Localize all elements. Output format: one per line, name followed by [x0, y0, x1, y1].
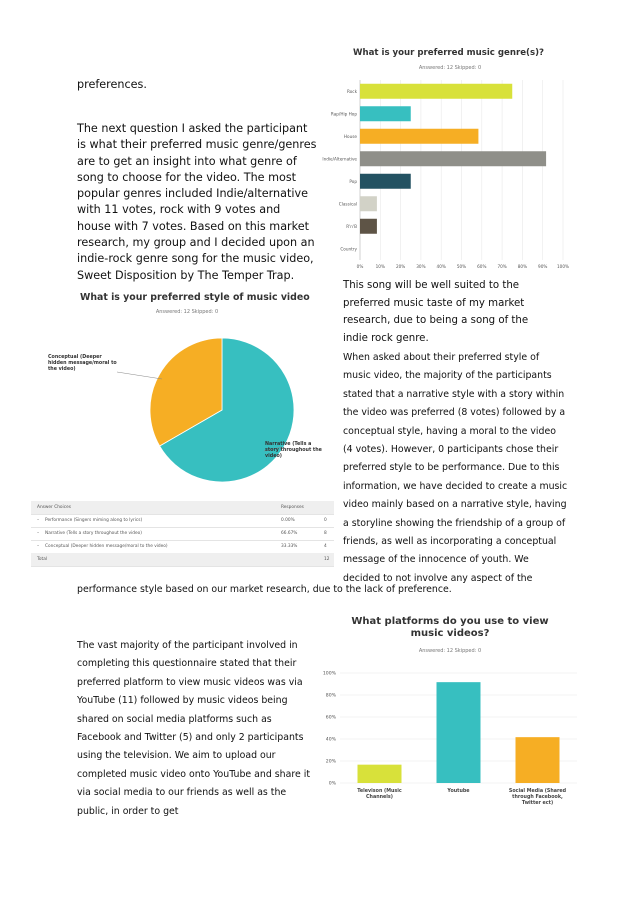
x-tick-label: 80% [517, 264, 528, 269]
genre-chart-meta: Answered: 12 Skipped: 0 [418, 65, 482, 71]
suited-paragraph: This song will be well suited to the preferred music taste of my market research, due to being a song of the indie rock genre. [343, 280, 529, 344]
table-row: – Performance (Singers miming along to lyrics) 0.00% 0 [31, 514, 334, 528]
table-row-label: Performance (Singers miming along to lyrics) [45, 518, 143, 523]
y-tick-label: 0% [328, 781, 336, 787]
x-tick-label: 0% [356, 264, 364, 269]
platform-paragraph: The vast majority of the participant involved in completing this questionnaire stated that their preferred platform to view music videos was via YouTube (11) followed by music videos being shared on social media platforms such as Facebook and Twitter (5) and only 2 participants using the television. We aim to upload our completed music video onto YouTube and share it via social media to our friends as well as the public, in order to get [77, 640, 311, 817]
pie-callout-narrative: Narrative (Tells a story throughout the video) [265, 442, 322, 459]
bar-indie-alternative [360, 151, 546, 166]
style-paragraph-end: performance style based on our market research, due to the lack of preference. [77, 584, 452, 595]
genre-chart [315, 40, 575, 276]
table-row-pct: 0.00% [281, 518, 295, 523]
platform-chart-title: What platforms do you use to view music videos? [351, 616, 549, 639]
category-label: Pop [349, 178, 357, 184]
y-tick-label: 80% [325, 693, 336, 699]
table-total-label: Total [37, 557, 48, 562]
x-category-label: Youtube [447, 789, 470, 794]
genre-chart-title: What is your preferred music genre(s)? [353, 48, 544, 58]
bar-platform-0 [358, 765, 402, 783]
x-tick-label: 50% [456, 264, 467, 269]
x-category-label: through Facebook, [512, 795, 563, 800]
bar-platform-1 [437, 682, 481, 783]
y-tick-label: 40% [325, 737, 336, 743]
table-row-label: Narrative (Tells a story throughout the video) [45, 531, 142, 536]
x-tick-label: 20% [395, 264, 406, 269]
category-label: R'n'B [346, 223, 357, 229]
x-category-label: Channels) [366, 795, 393, 800]
x-category-label: Televison (Music [357, 789, 402, 794]
style-pie-svg [72, 287, 334, 497]
category-label: House [343, 133, 357, 139]
category-label: Classical [338, 201, 357, 207]
callout-line-conceptual [117, 372, 162, 379]
bar-classical [360, 196, 377, 211]
style-table [31, 501, 334, 567]
table-row-pct: 66.67% [281, 531, 298, 536]
y-tick-label: 100% [322, 671, 336, 677]
x-tick-label: 70% [497, 264, 507, 269]
table-row-label: Conceptual (Deeper hidden message/moral to the video) [45, 544, 168, 549]
x-tick-label: 10% [375, 264, 385, 269]
table-total-value: 12 [324, 557, 330, 562]
x-tick-label: 30% [416, 264, 426, 269]
x-tick-label: 40% [436, 264, 446, 269]
table-total-row [31, 553, 334, 567]
bar-r-n-b [360, 219, 377, 234]
platform-chart-svg [315, 612, 580, 827]
x-tick-label: 60% [477, 264, 487, 269]
x-tick-label: 90% [538, 264, 548, 269]
bar-pop [360, 174, 411, 189]
category-label: Country [340, 246, 357, 252]
x-category-label: Social Media (Shared [508, 789, 567, 794]
style-chart-meta: Answered: 12 Skipped: 0 [155, 309, 219, 315]
table-header-responses: Responses [281, 505, 304, 510]
table-row-count: 4 [324, 544, 327, 549]
table-row-pct: 33.33% [281, 544, 298, 549]
bar-rock [360, 84, 512, 99]
table-row: – Conceptual (Deeper hidden message/moral to the video) 33.33% 4 [31, 540, 334, 554]
table-header [31, 501, 334, 515]
bar-house [360, 129, 478, 144]
x-category-label: Twitter ect) [521, 801, 554, 806]
style-chart-title: What is your preferred style of music video [80, 292, 310, 303]
bar-rap-hip-hop [360, 106, 411, 121]
category-label: Rock [346, 88, 357, 94]
category-label: Rap/Hip Hop [330, 111, 357, 117]
intro-paragraph: preferences. [77, 78, 147, 91]
table-row: – Narrative (Tells a story throughout the video) 66.67% 8 [31, 527, 334, 541]
x-tick-label: 100% [557, 264, 569, 269]
table-row-count: 8 [324, 531, 327, 536]
category-label: Indie/Alternative [322, 156, 357, 162]
y-tick-label: 60% [325, 715, 336, 721]
genre-chart-svg [315, 40, 575, 276]
style-paragraph: When asked about their preferred style of music video, the majority of the participants stated that a narrative style with a story within the video was preferred (8 votes) followed by a conceptual style, having a moral to the video (4 votes). However, 0 participants chose their preferred style to be performance. Due to this information, we have decided to create a music video mainly based on a narrative style, having a storyline showing the friendship of a group of friends, as well as incorporating a conceptual message of the innocence of youth. We decided to not involve any aspect of the [343, 352, 568, 584]
bar-platform-2 [516, 737, 560, 783]
pie-callout-conceptual: Conceptual (Deeper hidden message/moral to the video) [48, 355, 117, 372]
table-header-choices: Answer Choices [37, 505, 71, 510]
table-row-count: 0 [324, 518, 327, 523]
platform-chart-meta: Answered: 12 Skipped: 0 [418, 648, 482, 654]
genre-paragraph: The next question I asked the participant is what their preferred music genre/genres are to get an insight into what genre of song to choose for the video. The most popular genres included Indie/alternative with 11 votes, rock with 9 votes and house with 7 votes. Based on this market research, my group and I decided upon an indie-rock genre song for the music video, Sweet Disposition by The Temper Trap. [77, 122, 317, 282]
y-tick-label: 20% [325, 759, 336, 765]
platform-chart [315, 612, 580, 827]
